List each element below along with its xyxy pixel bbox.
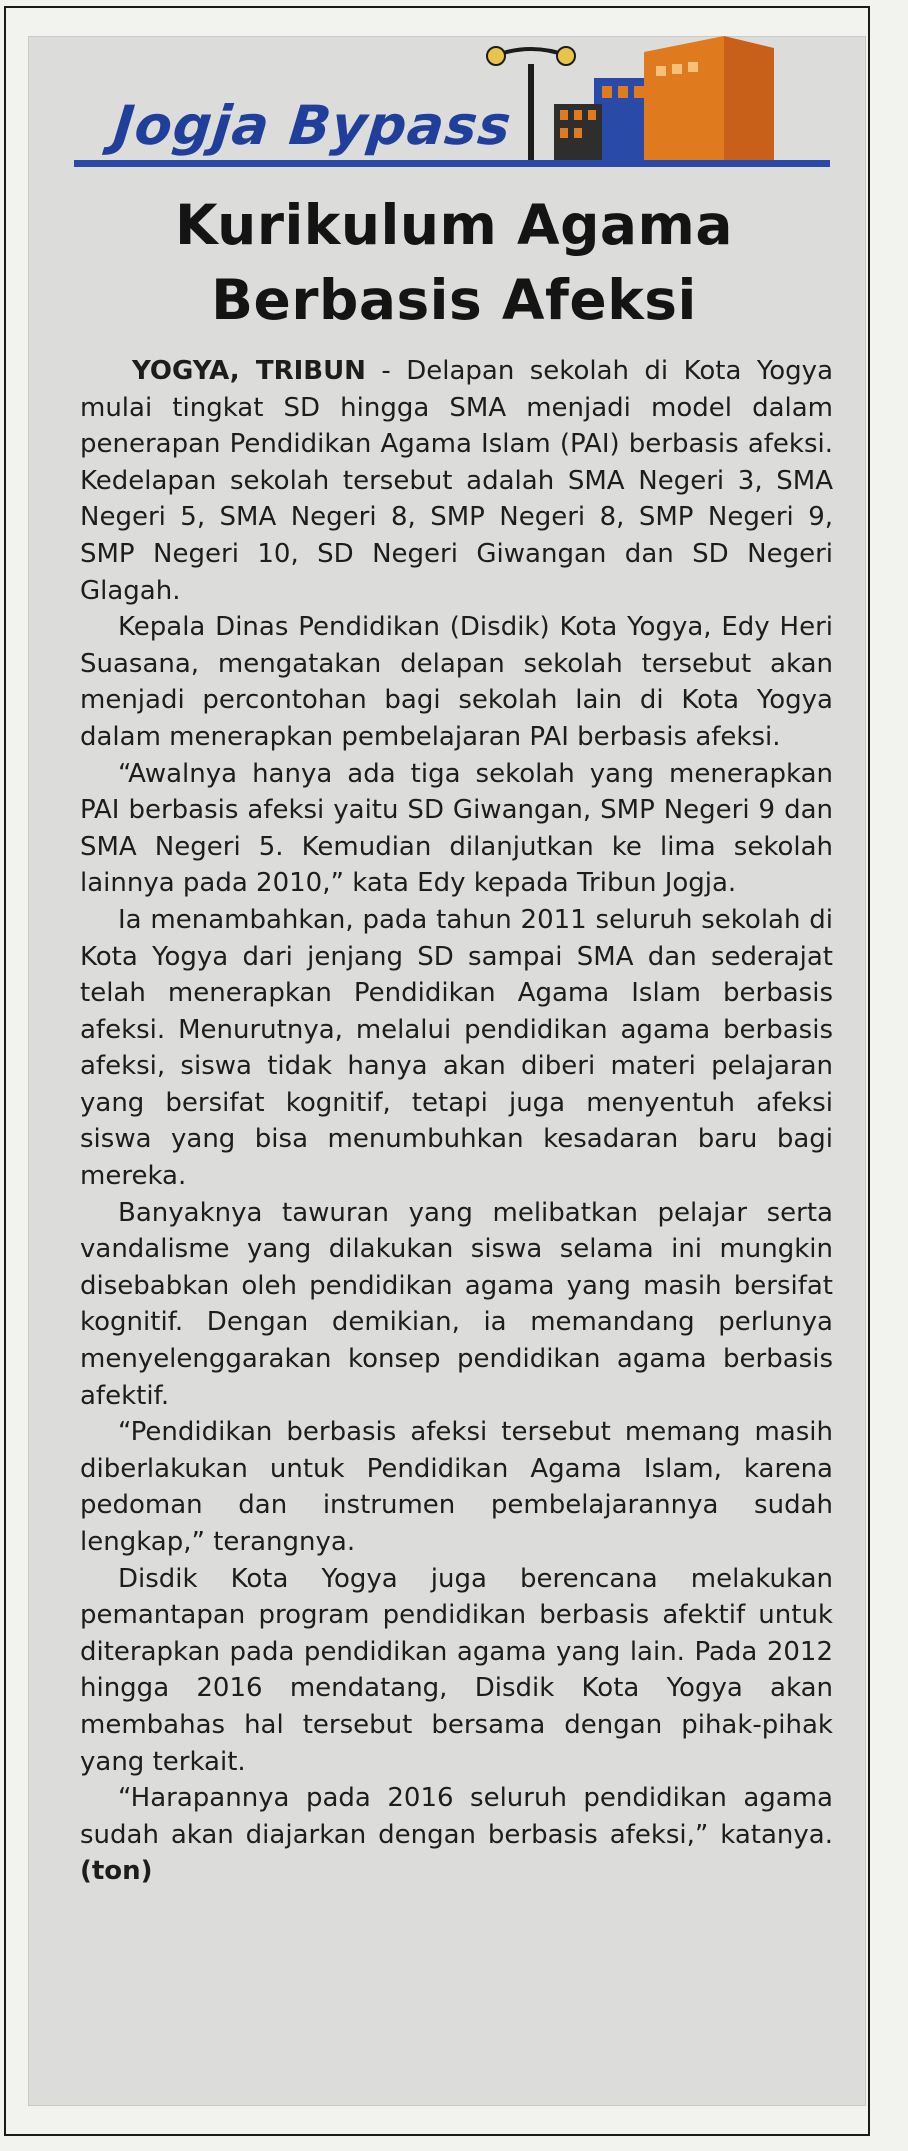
- paragraph-7: Disdik Kota Yogya juga berencana melakukan pemantapan program pendidikan berbasis afektif untuk diterapkan pada pendidikan agama yang lain. Pada 2012 hingga 2016 mendatang, Disdik Kota Yogya akan membahas hal tersebut bersama dengan pihak-pihak yang terkait.: [80, 1563, 833, 1777]
- masthead: [74, 34, 830, 174]
- frame-line-bottom: [4, 2134, 870, 2136]
- frame-line-right: [868, 6, 870, 2136]
- paragraph-6: “Pendidikan berbasis afeksi tersebut memang masih diberlakukan untuk Pendidikan Agama Islam, karena pedoman dan instrumen pembelajarannya sudah lengkap,” terangnya.: [80, 1417, 833, 1557]
- paragraph-1-text: - Delapan sekolah di Kota Yogya mulai tingkat SD hingga SMA menjadi model dalam penerapan Pendidikan Agama Islam (PAI) berbasis afeksi. Kedelapan sekolah tersebut adalah SMA Negeri 3, SMA Negeri 5, SMA Negeri 8, SMP Negeri 8, SMP Negeri 9, SMP Negeri 10, SD Negeri Giwangan dan SD Negeri Glagah.: [80, 356, 833, 606]
- paragraph-5: Banyaknya tawuran yang melibatkan pelajar serta vandalisme yang dilakukan siswa selama ini mungkin disebabkan oleh pendidikan agama yang masih bersifat kognitif. Dengan demikian, ia memandang perlunya menyelenggarakan konsep pendidikan agama berbasis afektif.: [80, 1197, 833, 1411]
- headline-line-2: Berbasis Afeksi: [211, 268, 697, 332]
- author-signature: (ton): [80, 1856, 153, 1887]
- article-body: [80, 353, 833, 1890]
- paragraph-8-text: “Harapannya pada 2016 seluruh pendidikan agama sudah akan diajarkan dengan berbasis afeksi,” katanya.: [80, 1783, 833, 1850]
- brand-title: Jogja Bypass: [110, 94, 515, 157]
- paragraph-3: “Awalnya hanya ada tiga sekolah yang menerapkan PAI berbasis afeksi yaitu SD Giwangan, SMP Negeri 9 dan SMA Negeri 5. Kemudian dilanjutkan ke lima sekolah lainnya pada 2010,” kata Edy kepada Tribun Jogja.: [80, 758, 833, 899]
- frame-line-left: [4, 6, 6, 2136]
- masthead-rule: [74, 160, 830, 167]
- city-buildings-streetlamp-icon: [484, 34, 784, 166]
- paragraph-1: [80, 353, 833, 609]
- headline: [76, 188, 832, 338]
- dateline: YOGYA, TRIBUN: [132, 356, 366, 386]
- paragraph-4: Ia menambahkan, pada tahun 2011 seluruh sekolah di Kota Yogya dari jenjang SD sampai SMA dan sederajat telah menerapkan Pendidikan Agama Islam berbasis afeksi. Menurutnya, melalui pendidikan agama berbasis afeksi, siswa tidak hanya akan diberi materi pelajaran yang bersifat kognitif, tetapi juga menyentuh afeksi siswa yang bisa menumbuhkan kesadaran baru bagi mereka.: [80, 904, 833, 1192]
- paragraph-8: [80, 1780, 833, 1890]
- headline-line-1: Kurikulum Agama: [175, 193, 733, 257]
- paragraph-2: Kepala Dinas Pendidikan (Disdik) Kota Yogya, Edy Heri Suasana, mengatakan delapan sekolah tersebut akan menjadi percontohan bagi sekolah lain di Kota Yogya dalam menerapkan pembelajaran PAI berbasis afeksi.: [80, 612, 833, 752]
- frame-line-top: [4, 6, 870, 8]
